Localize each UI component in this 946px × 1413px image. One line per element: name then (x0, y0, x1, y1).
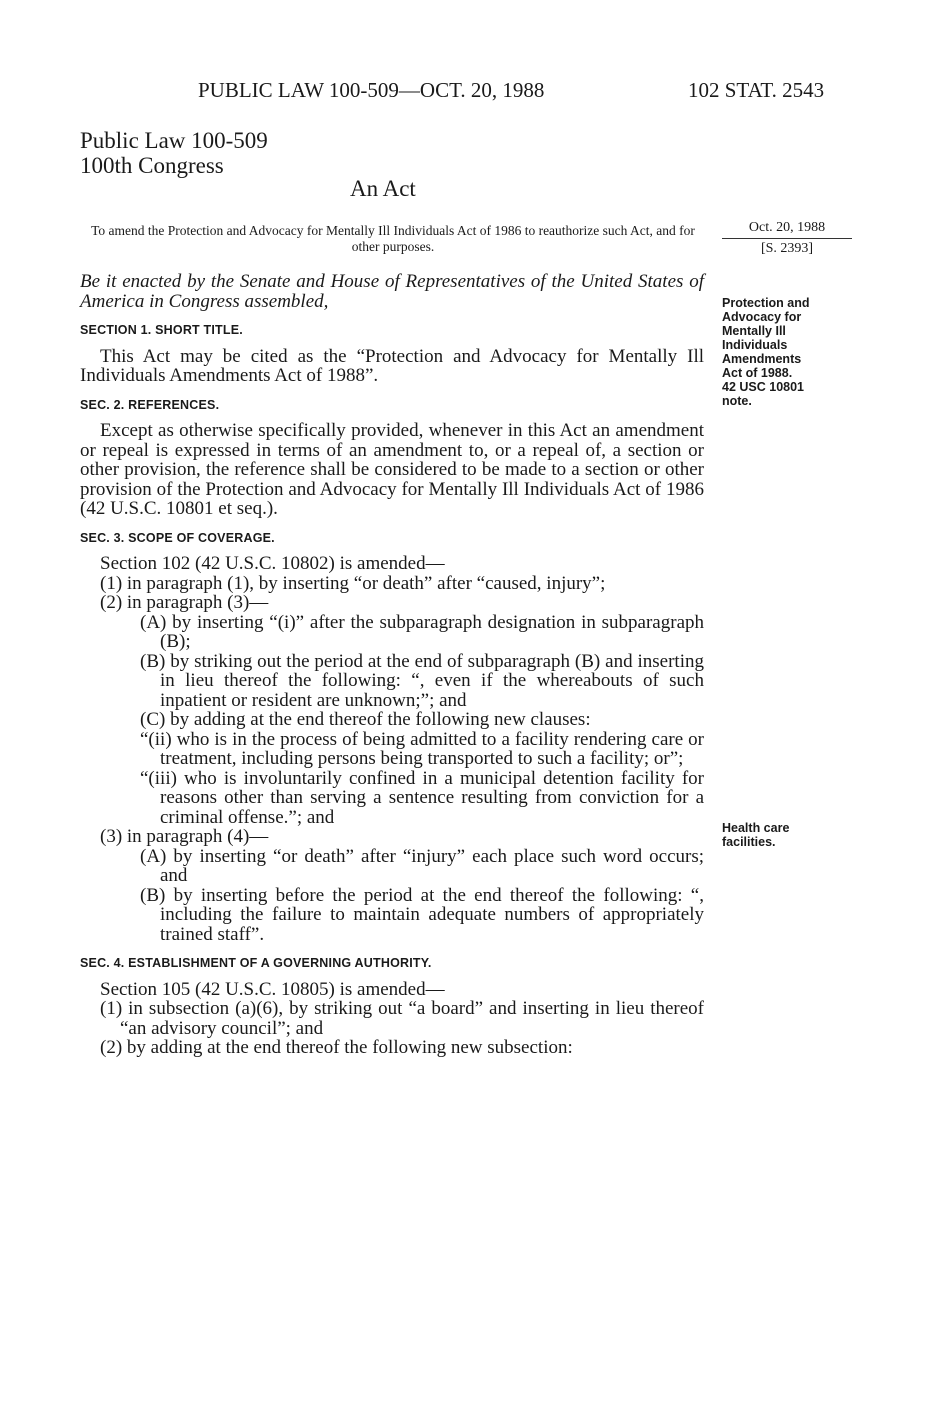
margin-note-short-title (722, 296, 862, 408)
margin-note-line: Advocacy for (722, 310, 802, 324)
stat-page-number: 102 STAT. 2543 (688, 78, 825, 102)
section-3-line: (1) in paragraph (1), by inserting “or death” after “caused, injury”; (100, 572, 606, 594)
section-4-line: (1) in subsection (a)(6), by striking out “a board” and inserting in lieu thereof “an advisory council”; and (100, 998, 704, 1039)
section-3-line: (A) by inserting “(i)” after the subparagraph designation in subparagraph (B); (140, 611, 704, 652)
margin-note-line: Act of 1988. (722, 366, 793, 380)
margin-note-line: facilities. (722, 835, 776, 849)
margin-note-line: Individuals (722, 338, 788, 352)
congress: 100th Congress (80, 153, 224, 178)
section-2-text: Except as otherwise specifically provided, whenever in this Act an amendment or repeal is expressed in terms of an amendment to, or a repeal of, a section or other provision, the reference shall be considered to be made to a section or other provision of the Protection and Advocacy for Mentally Ill Individuals Act of 1986 (42 U.S.C. 10801 et seq.). (80, 420, 704, 519)
margin-note-health-care (722, 821, 862, 849)
section-3-line: (3) in paragraph (4)— (100, 826, 269, 847)
margin-note-line: Amendments (722, 352, 802, 366)
section-3-line: (A) by inserting “or death” after “injury” each place such word occurs; and (140, 845, 704, 886)
section-3-line: “(ii) who is in the process of being admitted to a facility rendering care or treatment, including persons being transported to such a facility; or”; (140, 728, 704, 769)
section-3-heading: SEC. 3. SCOPE OF COVERAGE. (80, 530, 275, 545)
act-title: An Act (350, 176, 416, 201)
section-3-line: (B) by striking out the period at the end of subparagraph (B) and inserting in lieu thereof the following: “, even if the whereabouts of such inpatient or resident are unknown;”; and (140, 650, 704, 711)
section-3-line: Section 102 (42 U.S.C. 10802) is amended— (100, 553, 445, 574)
section-3-line: (C) by adding at the end thereof the following new clauses: (140, 709, 591, 730)
section-1-heading: SECTION 1. SHORT TITLE. (80, 323, 243, 337)
section-4-heading: SEC. 4. ESTABLISHMENT OF A GOVERNING AUTHORITY. (80, 956, 432, 970)
bill-number: [S. 2393] (760, 241, 814, 256)
section-1-text: This Act may be cited as the “Protection and Advocacy for Mentally Ill Individuals Amendments Act of 1988”. (80, 345, 704, 386)
section-3-line: (2) in paragraph (3)— (100, 592, 269, 613)
enacting-clause: Be it enacted by the Senate and House of Representatives of the United States of America in Congress assembled, (80, 271, 704, 312)
enactment-date: Oct. 20, 1988 (722, 220, 852, 239)
margin-note-line: note. (722, 394, 752, 408)
running-head: PUBLIC LAW 100-509—OCT. 20, 1988 (198, 78, 545, 102)
section-4-line: (2) by adding at the end thereof the following new subsection: (100, 1037, 573, 1058)
section-3-line: “(iii) who is involuntarily confined in a municipal detention facility for reasons other than serving a sentence resulting from conviction for a criminal offense.”; and (140, 767, 704, 828)
section-3-line: (B) by inserting before the period at the end thereof the following: “, including the failure to maintain adequate numbers of appropriately trained staff”. (140, 884, 704, 945)
body-text (80, 272, 704, 1058)
margin-note-line: Protection and (722, 296, 810, 310)
purpose-statement: To amend the Protection and Advocacy for Mentally Ill Individuals Act of 1986 to reauthorize such Act, and for other purposes. (91, 223, 695, 254)
date-box (722, 220, 852, 257)
margin-note-line: Mentally Ill (722, 324, 786, 338)
section-4-line: Section 105 (42 U.S.C. 10805) is amended— (100, 978, 445, 1000)
law-number: Public Law 100-509 (80, 128, 268, 153)
margin-note-line: 42 USC 10801 (722, 380, 805, 394)
margin-note-line: Health care (722, 821, 790, 835)
section-2-heading: SEC. 2. REFERENCES. (80, 397, 220, 412)
